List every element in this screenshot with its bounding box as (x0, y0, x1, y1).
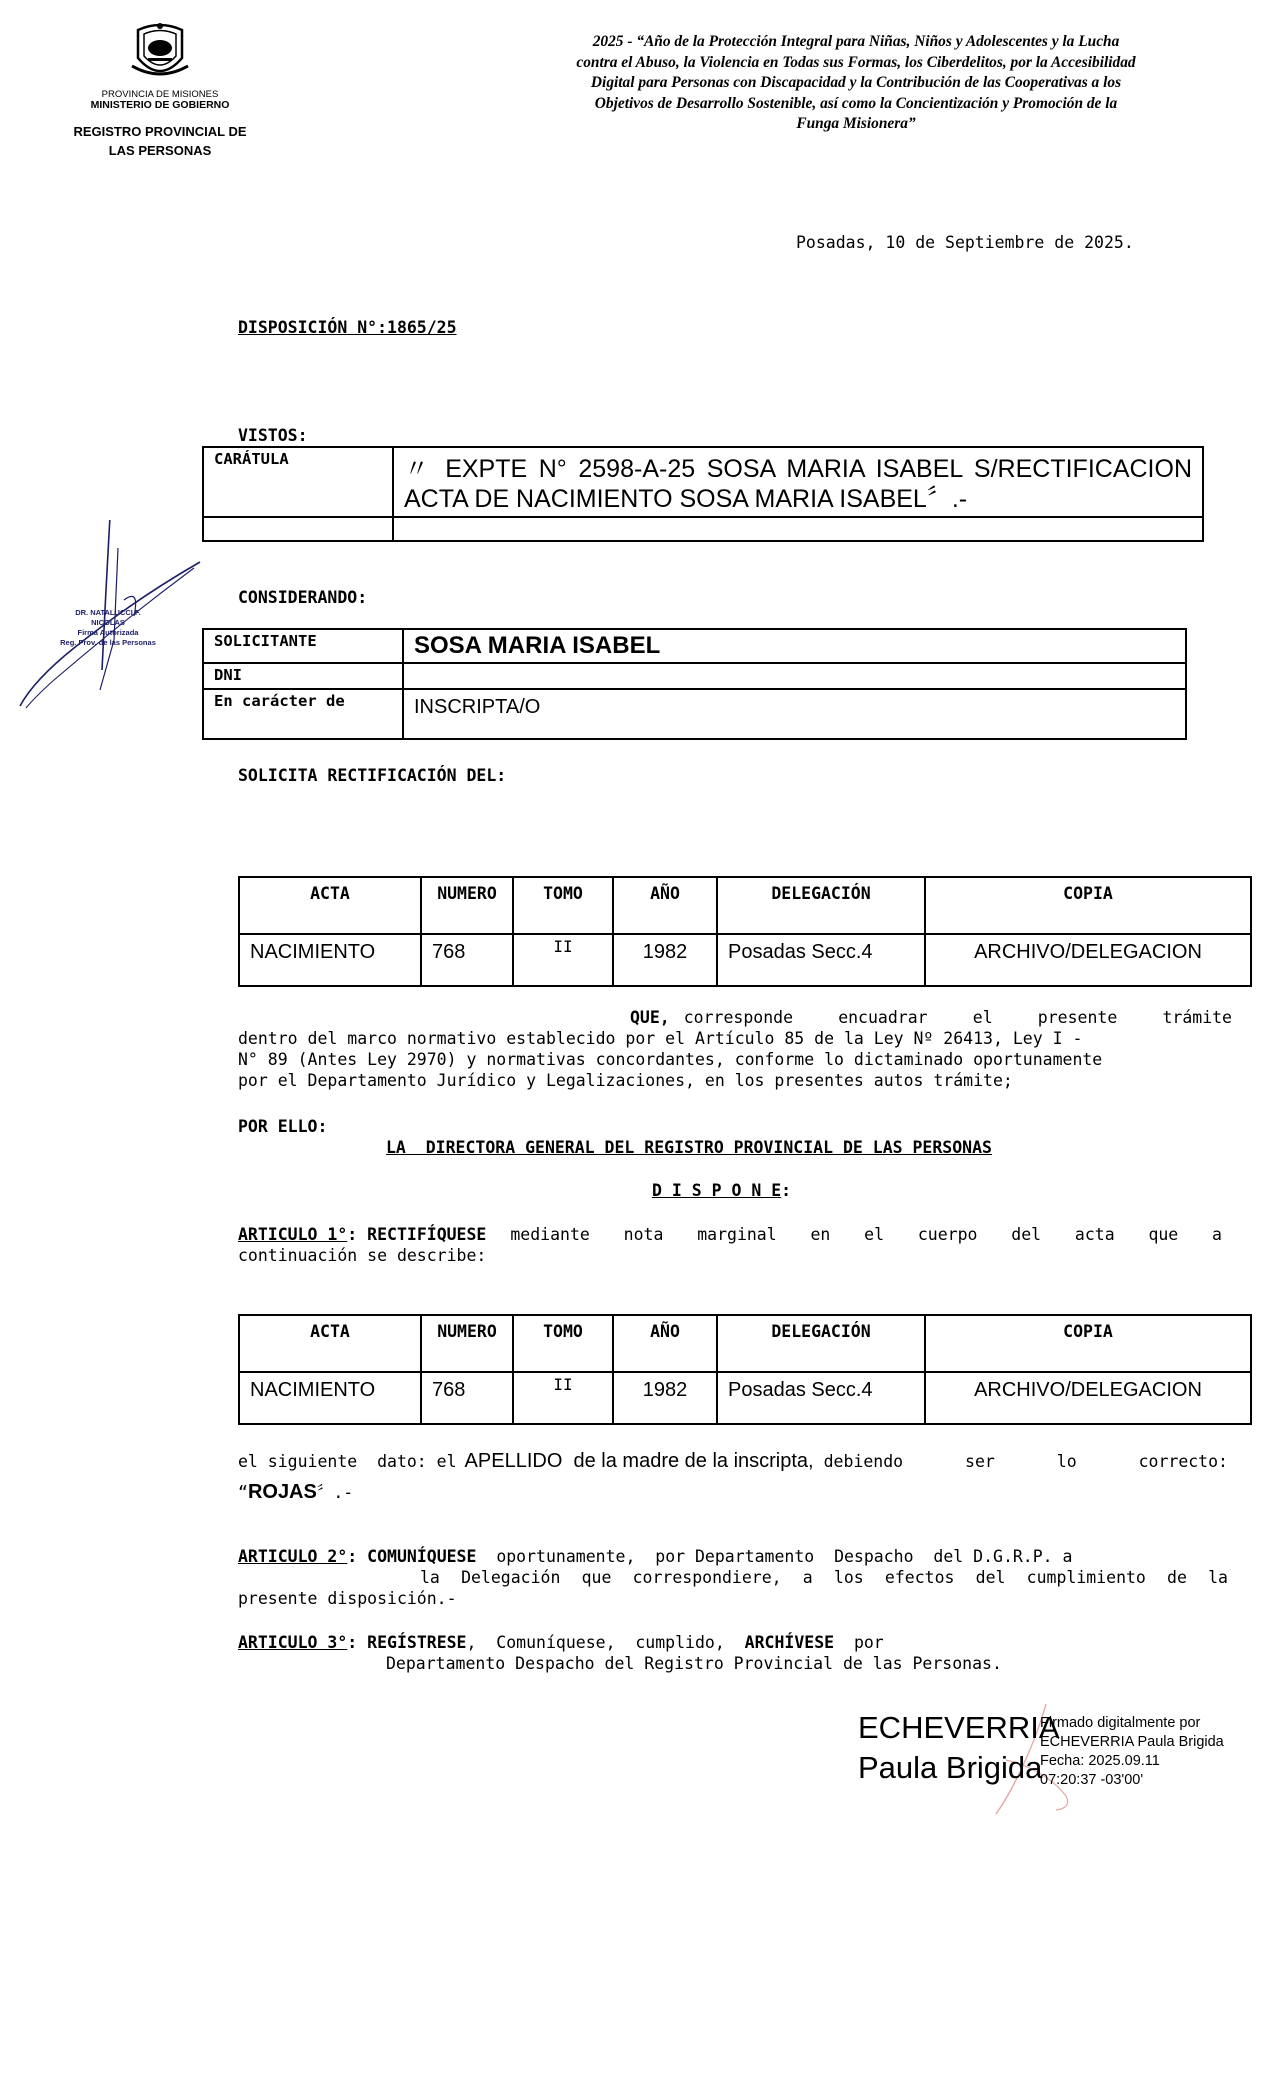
que-first-line (238, 1007, 1232, 1028)
dato-apellido: APELLIDO de la madre de la inscripta, (464, 1450, 814, 1472)
acta-data-row (239, 1372, 1251, 1424)
articulo-3-mid: , Comuníquese, cumplido, (466, 1633, 725, 1652)
que-lead: QUE, (630, 1008, 670, 1027)
articulo-1-line-2: continuación se describe: (238, 1246, 487, 1265)
cell-delegacion: Posadas Secc.4 (717, 934, 925, 986)
solicitante-label: SOLICITANTE (203, 629, 403, 663)
articulo-3-colon: : (347, 1633, 358, 1652)
cell-copia: ARCHIVO/DELEGACION (925, 1372, 1251, 1424)
dato-quote-close: 〞.- (316, 1483, 354, 1502)
dni-label: DNI (203, 663, 403, 689)
caratula-empty-cell (393, 517, 1203, 541)
logo-province-text: PROVINCIA DE MISIONES (101, 89, 219, 100)
cell-tomo: II (513, 934, 613, 986)
articulo-1-line-1: mediante nota marginal en el cuerpo del acta que a (510, 1225, 1222, 1244)
articulo-2-line-3: presente disposición.- (238, 1589, 457, 1608)
header-anio: AÑO (613, 877, 717, 934)
dato-pre: el siguiente dato: el (238, 1452, 457, 1471)
dispone-word: D I S P O N E (652, 1181, 782, 1200)
vistos-label: VISTOS: (238, 426, 308, 445)
signature-detail-line: 07:20:37 -03'00' (1040, 1772, 1144, 1788)
dato-quote-open: “ (238, 1483, 248, 1502)
dispone-heading (652, 1181, 791, 1200)
cell-numero: 768 (421, 934, 513, 986)
articulo-2 (238, 1546, 1228, 1609)
caracter-value: INSCRIPTA/O (403, 689, 1186, 739)
header-copia: COPIA (925, 877, 1251, 934)
header-numero: NUMERO (421, 1315, 513, 1372)
acta-header-row (239, 1315, 1251, 1372)
caratula-empty-cell (203, 517, 393, 541)
signature-stamp-line: DR. NATALUCCI F. NICOLAS (75, 608, 141, 627)
articulo-3-verb-1: REGÍSTRESE (367, 1633, 467, 1652)
motto-line: 2025 - “Año de la Protección Integral para Niñas, Niños y Adolescentes y la Lucha (592, 33, 1120, 50)
cell-acta: NACIMIENTO (239, 1372, 421, 1424)
header-numero: NUMERO (421, 877, 513, 934)
acta-header-row (239, 877, 1251, 934)
province-crest-icon (128, 22, 192, 84)
dispone-colon: : (781, 1181, 792, 1200)
que-line-4: por el Departamento Jurídico y Legalizaciones, en los presentes autos trámite; (238, 1071, 1013, 1090)
considerando-label: CONSIDERANDO: (238, 588, 368, 607)
header-acta: ACTA (239, 877, 421, 934)
cell-delegacion: Posadas Secc.4 (717, 1372, 925, 1424)
articulo-1-first-line (238, 1224, 1222, 1245)
motto-line: contra el Abuso, la Violencia en Todas sus Formas, los Ciberdelitos, por la Accesibilidad (576, 53, 1136, 71)
motto-line: Digital para Personas con Discapacidad y la Contribución de las Cooperativas a los (590, 74, 1122, 91)
caratula-label: CARÁTULA (203, 447, 393, 517)
articulo-3-label: ARTICULO 3° (238, 1633, 348, 1652)
que-line-3: N° 89 (Antes Ley 2970) y normativas concordantes, conforme lo dictaminado oportunamente (238, 1050, 1103, 1069)
dato-first-line (238, 1446, 1228, 1477)
signature-stamp-line: Reg. Prov. de las Personas (60, 638, 156, 647)
articulo-3-line-2: Departamento Despacho del Registro Provincial de las Personas. (386, 1654, 1002, 1673)
header-anio: AÑO (613, 1315, 717, 1372)
solicita-label: SOLICITA RECTIFICACIÓN DEL: (238, 766, 507, 785)
articulo-3 (238, 1632, 1228, 1674)
articulo-3-first-line (238, 1632, 1228, 1653)
motto-line: Funga Misionera” (796, 115, 916, 132)
registry-name-line: REGISTRO PROVINCIAL DE (73, 124, 247, 139)
dato-post: debiendo ser lo correcto: (823, 1452, 1228, 1471)
caratula-table (202, 446, 1204, 542)
cell-tomo: II (513, 1372, 613, 1424)
digital-signature-name (858, 1708, 1060, 1788)
solicitante-table (202, 628, 1187, 740)
dato-correct-value: ROJAS (247, 1481, 317, 1503)
registry-name (60, 122, 260, 160)
articulo-1 (238, 1224, 1222, 1266)
cell-anio: 1982 (613, 1372, 717, 1424)
articulo-1-label: ARTICULO 1° (238, 1225, 348, 1244)
que-paragraph (238, 1007, 1232, 1091)
cell-copia: ARCHIVO/DELEGACION (925, 934, 1251, 986)
articulo-2-verb: COMUNÍQUESE (367, 1547, 477, 1566)
por-ello-label: POR ELLO: (238, 1117, 328, 1136)
disposicion-number: DISPOSICIÓN N°:1865/25 (238, 318, 457, 337)
articulo-1-colon: : (347, 1225, 358, 1244)
articulo-2-colon: : (347, 1547, 358, 1566)
header-acta: ACTA (239, 1315, 421, 1372)
que-line-2: dentro del marco normativo establecido por el Artículo 85 de la Ley Nº 26413, Ley I - (238, 1029, 1083, 1048)
signer-given-names: Paula Brigida (858, 1750, 1043, 1785)
caratula-value: 〃 EXPTE N° 2598-A-25 SOSA MARIA ISABEL S/RECTIFICACION ACTA DE NACIMIENTO SOSA MARIA ISABEL〞.- (393, 447, 1203, 517)
cell-anio: 1982 (613, 934, 717, 986)
dni-value (403, 663, 1186, 689)
caracter-label: En carácter de (203, 689, 403, 739)
articulo-2-line-2: la Delegación que correspondiere, a los efectos del cumplimiento de la (420, 1568, 1228, 1587)
signature-stamp (58, 608, 158, 648)
signature-detail-line: Firmado digitalmente por (1040, 1715, 1201, 1731)
acta-table-rectificar (238, 1314, 1252, 1425)
logo-ministry-text: MINISTERIO DE GOBIERNO (90, 99, 230, 111)
signature-detail-line: Fecha: 2025.09.11 (1040, 1753, 1160, 1769)
acta-data-row (239, 934, 1251, 986)
cell-acta: NACIMIENTO (239, 934, 421, 986)
dato-paragraph (238, 1446, 1228, 1508)
signature-stamp-line: Firma Autorizada (77, 628, 139, 637)
articulo-2-line-1: oportunamente, por Departamento Despacho del D.G.R.P. a (496, 1547, 1073, 1566)
year-motto (536, 32, 1176, 135)
articulo-2-label: ARTICULO 2° (238, 1547, 348, 1566)
header-copia: COPIA (925, 1315, 1251, 1372)
cell-numero: 768 (421, 1372, 513, 1424)
signer-surname: ECHEVERRIA (858, 1710, 1060, 1745)
signature-detail-line: ECHEVERRIA Paula Brigida (1040, 1734, 1224, 1750)
header-tomo: TOMO (513, 1315, 613, 1372)
articulo-3-verb-2: ARCHÍVESE (744, 1633, 835, 1652)
dato-correct-line (238, 1477, 1228, 1508)
header-delegacion: DELEGACIÓN (717, 877, 925, 934)
acta-table-solicitada (238, 876, 1252, 987)
date-line: Posadas, 10 de Septiembre de 2025. (796, 233, 1134, 252)
que-line-1: corresponde encuadrar el presente trámite (683, 1008, 1232, 1027)
digital-signature-details (1040, 1714, 1224, 1790)
registry-name-line: LAS PERSONAS (108, 143, 212, 158)
ministry-logo-block (60, 22, 260, 160)
header-tomo: TOMO (513, 877, 613, 934)
header-delegacion: DELEGACIÓN (717, 1315, 925, 1372)
motto-line: Objetivos de Desarrollo Sostenible, así como la Concientización y Promoción de la (594, 94, 1118, 112)
solicitante-value: SOSA MARIA ISABEL (403, 629, 1186, 663)
directora-heading: LA DIRECTORA GENERAL DEL REGISTRO PROVINCIAL DE LAS PERSONAS (386, 1138, 992, 1157)
articulo-2-first-line (238, 1546, 1228, 1567)
articulo-1-verb: RECTIFÍQUESE (367, 1225, 487, 1244)
articulo-3-tail: por (853, 1633, 884, 1652)
